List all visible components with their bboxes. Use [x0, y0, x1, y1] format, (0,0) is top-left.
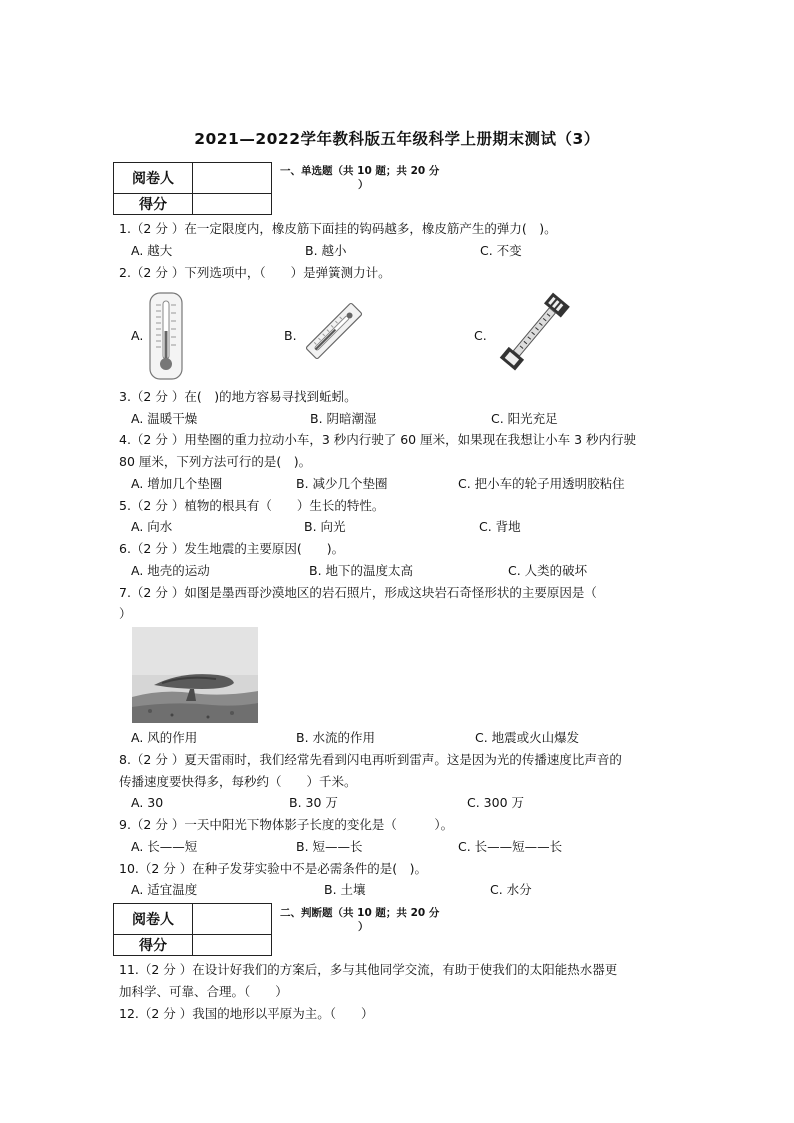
- option-a[interactable]: A.: [131, 328, 144, 343]
- page-title: 2021—2022学年教科版五年级科学上册期末测试（3）: [194, 130, 600, 148]
- option-b[interactable]: B. 水流的作用: [296, 730, 376, 745]
- option-a[interactable]: A. 向水: [131, 519, 173, 534]
- option-a[interactable]: A. 越大: [131, 243, 173, 258]
- option-b[interactable]: B. 30 万: [289, 795, 338, 810]
- option-c[interactable]: C. 地震或火山爆发: [475, 730, 580, 745]
- score-label: 得分: [114, 194, 193, 215]
- grader-table: [113, 162, 272, 215]
- reviewer-field[interactable]: [193, 163, 272, 194]
- option-a[interactable]: A. 适宜温度: [131, 882, 198, 897]
- option-b[interactable]: B. 减少几个垫圈: [296, 476, 388, 491]
- option-c[interactable]: C. 背地: [479, 519, 521, 534]
- option-c[interactable]: C. 把小车的轮子用透明胶粘住: [458, 476, 625, 491]
- option-a[interactable]: A. 温暖干燥: [131, 411, 198, 426]
- option-a[interactable]: A. 长——短: [131, 839, 198, 854]
- score-field[interactable]: [193, 935, 272, 956]
- question-stem: 7.（2 分 ）如图是墨西哥沙漠地区的岩石照片，形成这块岩石奇怪形状的主要原因是（: [119, 585, 597, 600]
- option-b[interactable]: B.: [284, 328, 297, 343]
- question-stem: 2.（2 分 ）下列选项中，（ ）是弹簧测力计。: [119, 265, 391, 280]
- score-label: 得分: [114, 935, 193, 956]
- thermometer-image-a: [146, 291, 186, 381]
- option-b[interactable]: B. 向光: [304, 519, 346, 534]
- question-stem: 6.（2 分 ）发生地震的主要原因( )。: [119, 541, 345, 556]
- question-stem-cont: 80 厘米，下列方法可行的是( )。: [119, 454, 312, 469]
- section-heading-1: 一、单选题（共 10 题；共 20 分 ）: [280, 165, 440, 191]
- rock-photo: [132, 627, 258, 723]
- reviewer-label: 阅卷人: [114, 163, 193, 194]
- grader-table: [113, 903, 272, 956]
- question-stem: 12.（2 分 ）我国的地形以平原为主。（ ）: [119, 1006, 374, 1021]
- option-c[interactable]: C. 阳光充足: [491, 411, 558, 426]
- question-stem-cont: 传播速度要快得多，每秒约（ ）千米。: [119, 774, 357, 789]
- option-b[interactable]: B. 越小: [305, 243, 347, 258]
- question-stem: 9.（2 分 ）一天中阳光下物体影子长度的变化是（ ）。: [119, 817, 454, 832]
- option-c[interactable]: C.: [474, 328, 487, 343]
- option-b[interactable]: B. 地下的温度太高: [309, 563, 414, 578]
- option-a[interactable]: A. 地壳的运动: [131, 563, 210, 578]
- option-a[interactable]: A. 30: [131, 795, 164, 810]
- question-stem: 4.（2 分 ）用垫圈的重力拉动小车，3 秒内行驶了 60 厘米，如果现在我想让小车 3 秒内行驶: [119, 432, 637, 447]
- spring-scale-image-c: [488, 291, 578, 373]
- option-a[interactable]: A. 风的作用: [131, 730, 198, 745]
- option-a[interactable]: A. 增加几个垫圈: [131, 476, 223, 491]
- section-heading-2: 二、判断题（共 10 题；共 20 分 ）: [280, 907, 440, 933]
- question-stem: 10.（2 分 ）在种子发芽实验中不是必需条件的是( )。: [119, 861, 428, 876]
- option-b[interactable]: B. 土壤: [324, 882, 366, 897]
- question-stem: 3.（2 分 ）在( )的地方容易寻找到蚯蚓。: [119, 389, 357, 404]
- question-stem-cont: 加科学、可靠、合理。（ ）: [119, 984, 288, 999]
- option-c[interactable]: C. 不变: [480, 243, 522, 258]
- thermometer-image-b: [298, 295, 370, 367]
- option-b[interactable]: B. 阴暗潮湿: [310, 411, 377, 426]
- question-stem: 5.（2 分 ）植物的根具有（ ）生长的特性。: [119, 498, 385, 513]
- question-stem-cont: ）: [119, 606, 132, 621]
- option-c[interactable]: C. 300 万: [467, 795, 525, 810]
- reviewer-field[interactable]: [193, 904, 272, 935]
- option-b[interactable]: B. 短——长: [296, 839, 363, 854]
- question-stem: 1.（2 分 ）在一定限度内，橡皮筋下面挂的钩码越多，橡皮筋产生的弹力( )。: [119, 221, 557, 236]
- option-c[interactable]: C. 人类的破坏: [508, 563, 588, 578]
- reviewer-label: 阅卷人: [114, 904, 193, 935]
- option-c[interactable]: C. 长——短——长: [458, 839, 563, 854]
- question-stem: 8.（2 分 ）夏天雷雨时，我们经常先看到闪电再听到雷声。这是因为光的传播速度比声音的: [119, 752, 622, 767]
- question-stem: 11.（2 分 ）在设计好我们的方案后，多与其他同学交流，有助于使我们的太阳能热水器更: [119, 962, 618, 977]
- option-c[interactable]: C. 水分: [490, 882, 532, 897]
- score-field[interactable]: [193, 194, 272, 215]
